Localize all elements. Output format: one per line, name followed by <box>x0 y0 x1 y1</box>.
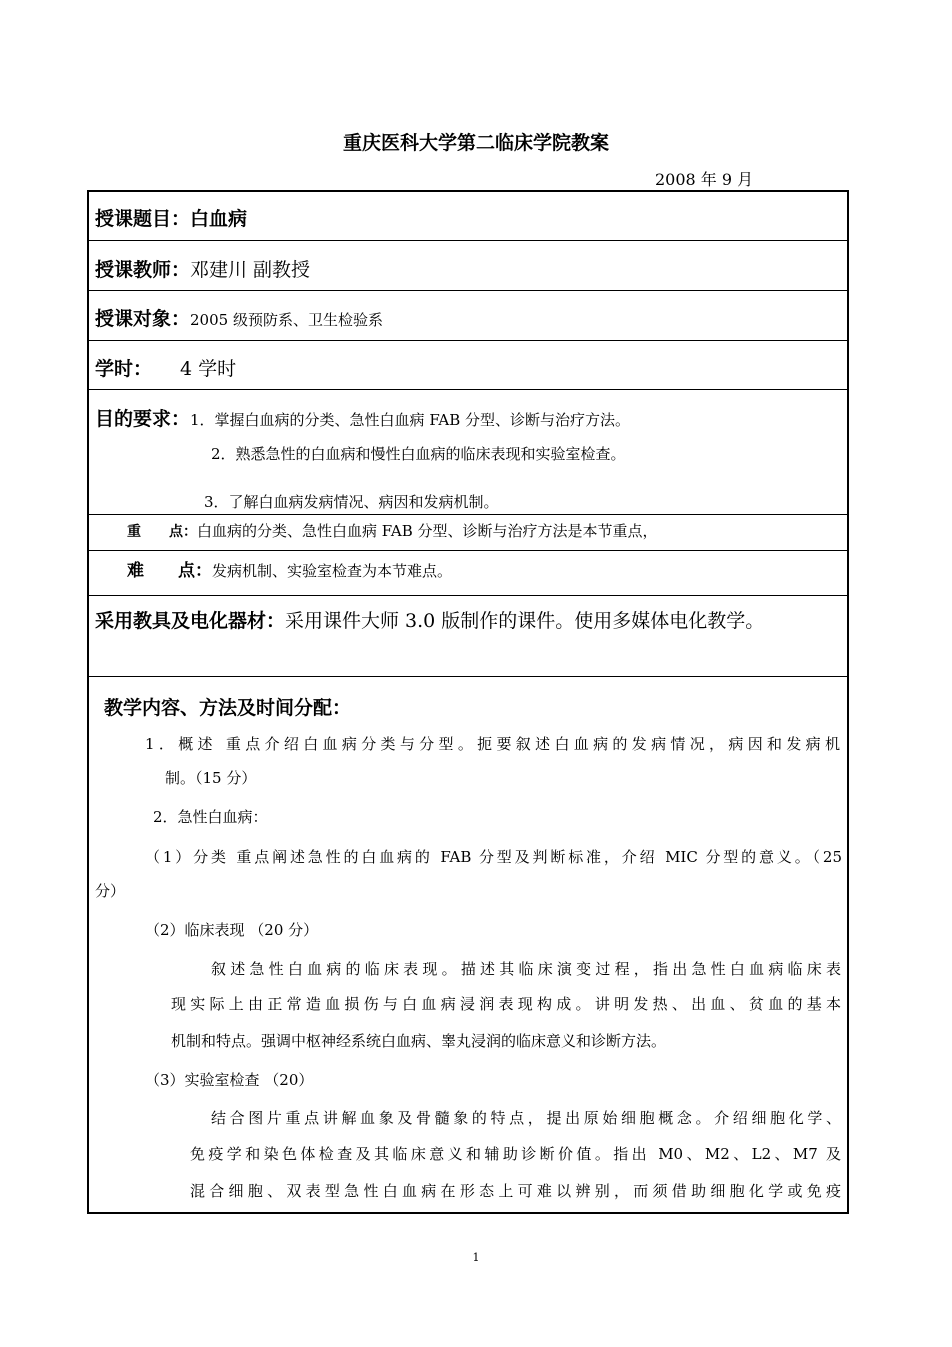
content-line: （3）实验室检查 （20） <box>145 1071 314 1089</box>
content-line: 现实际上由正常造血损伤与白血病浸润表现构成。讲明发热、出血、贫血的基本 <box>171 995 841 1013</box>
content-line: 叙述急性白血病的临床表现。描述其临床演变过程，指出急性白血病临床表 <box>211 960 841 978</box>
content-line: （1）分类 重点阐述急性的白血病的 FAB 分型及判断标准，介绍 MIC 分型的意义。（25 <box>145 848 842 866</box>
content-line: 免疫学和染色体检查及其临床意义和辅助诊断价值。指出 M0、M2、L2、M7 及 <box>190 1145 841 1163</box>
objectives-row <box>95 404 630 431</box>
objective-item: 2．熟悉急性的白血病和慢性白血病的临床表现和实验室检查。 <box>211 445 626 463</box>
content-line: 分） <box>95 882 126 900</box>
equipment-label: 采用教具及电化器材： <box>95 610 286 632</box>
topic-row <box>95 204 247 231</box>
equipment-row <box>95 606 764 633</box>
content-line: 1．概述 重点介绍白血病分类与分型。扼要叙述白血病的发病情况，病因和发病机 <box>145 735 840 753</box>
page-number: 1 <box>472 1251 480 1264</box>
teacher-label: 授课教师： <box>95 259 191 281</box>
difficulties-row <box>127 556 452 581</box>
hours-label: 学时： <box>95 358 153 380</box>
key-points-row <box>127 520 658 541</box>
objective-item: 1．掌握白血病的分类、急性白血病 FAB 分型、诊断与治疗方法。 <box>190 411 631 429</box>
content-heading: 教学内容、方法及时间分配： <box>104 697 352 719</box>
audience-row <box>95 304 383 331</box>
audience-value: 2005 级预防系、卫生检验系 <box>190 311 383 329</box>
row-divider <box>87 550 849 551</box>
hours-row <box>95 354 236 381</box>
key-points-label: 重 点： <box>127 524 197 540</box>
row-divider <box>87 290 849 291</box>
content-line: 2．急性白血病： <box>153 808 268 826</box>
content-line: （2）临床表现 （20 分） <box>145 921 319 939</box>
document-title: 重庆医科大学第二临床学院教案 <box>342 132 609 154</box>
content-line: 混合细胞、双表型急性白血病在形态上可难以辨别，而须借助细胞化学或免疫 <box>190 1182 841 1200</box>
objective-item: 3．了解白血病发病情况、病因和发病机制。 <box>204 493 499 511</box>
document-date: 2008 年 9 月 <box>655 170 754 189</box>
row-divider <box>87 240 849 241</box>
content-line: 结合图片重点讲解血象及骨髓象的特点，提出原始细胞概念。介绍细胞化学、 <box>211 1109 841 1127</box>
difficulties-value: 发病机制、实验室检查为本节难点。 <box>212 562 453 580</box>
key-points-value: 白血病的分类、急性白血病 FAB 分型、诊断与治疗方法是本节重点， <box>197 522 658 540</box>
row-divider <box>87 340 849 341</box>
content-line: 机制和特点。强调中枢神经系统白血病、睾丸浸润的临床意义和诊断方法。 <box>171 1032 667 1050</box>
teacher-row <box>95 255 310 282</box>
content-line: 制。（15 分） <box>165 769 257 787</box>
equipment-value: 采用课件大师 3.0 版制作的课件。使用多媒体电化教学。 <box>285 610 765 632</box>
audience-label: 授课对象： <box>95 308 191 330</box>
topic-label: 授课题目： <box>95 208 191 230</box>
objectives-label: 目的要求： <box>95 408 191 430</box>
row-divider <box>87 676 849 677</box>
hours-value: 4 学时 <box>180 358 237 380</box>
row-divider <box>87 389 849 390</box>
difficulties-label: 难 点： <box>127 561 212 581</box>
row-divider <box>87 514 849 515</box>
teacher-value: 邓建川 副教授 <box>190 259 311 281</box>
topic-value: 白血病 <box>190 208 248 230</box>
row-divider <box>87 595 849 596</box>
